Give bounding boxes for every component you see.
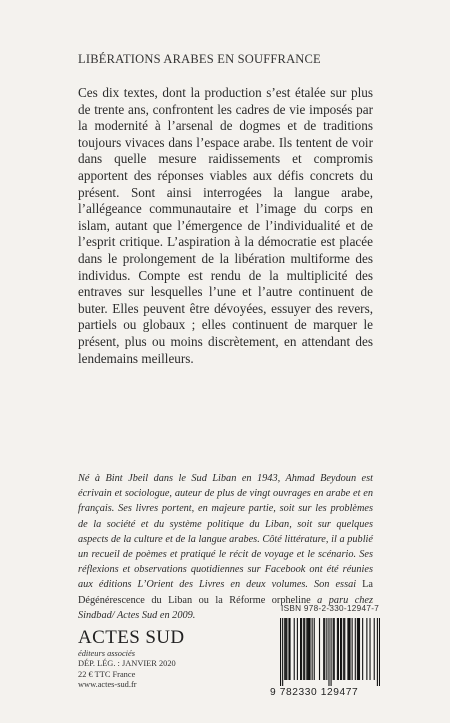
barcode-bar: [352, 618, 353, 680]
barcode-bar: [324, 618, 325, 680]
isbn-label: ISBN 978-2-330-12947-7: [281, 604, 380, 613]
price: 22 € TTC France: [78, 669, 136, 679]
author-bio-ending: a paru chez Sindbad/ Actes Sud en 2009.: [78, 594, 373, 621]
barcode-bar: [280, 618, 281, 686]
barcode-bar: [306, 618, 307, 680]
barcode-bar: [284, 618, 285, 680]
barcode-bar: [288, 618, 289, 680]
barcode-bar: [341, 618, 342, 680]
barcode-bar: [297, 618, 298, 680]
barcode-bar: [369, 618, 370, 680]
author-bio-text: Né à Bint Jbeil dans le Sud Liban en 1943, Ahmad Beydoun est écrivain et sociologue, auteur de plus de vingt ouvrages en arabe et en français. Ses livres portent, en majeure partie, soit sur les problèmes de la société et du système politique du Liban, soit sur quelques aspects de la culture et de la langue arabes. Côté littérature, il a publié un recueil de poèmes et pratiqué le récit de voyage et le scénario. Ses réflexions et observations quotidiennes sur Facebook ont été réunies aux éditions L’Orient des Livres en deux volumes. Son essai: [78, 473, 373, 591]
barcode-bar: [309, 618, 310, 680]
barcode-graphic: [280, 618, 380, 686]
book-title: LIBÉRATIONS ARABES EN SOUFFRANCE: [78, 52, 321, 66]
publisher-block: [78, 628, 238, 691]
barcode-bar: [359, 618, 360, 680]
barcode-bar: [294, 618, 295, 680]
barcode: [280, 618, 380, 686]
barcode-bar: [326, 618, 327, 680]
publisher-logo: ACTES SUD: [78, 627, 185, 648]
barcode-bar: [377, 618, 378, 686]
barcode-bar: [331, 618, 332, 686]
barcode-bar: [323, 618, 324, 680]
barcode-bar: [340, 618, 341, 680]
barcode-bar: [286, 618, 287, 680]
barcode-bar: [344, 618, 345, 680]
barcode-bar: [366, 618, 367, 680]
barcode-bar: [337, 618, 338, 680]
barcode-bar: [300, 618, 301, 680]
barcode-bar: [282, 618, 283, 686]
barcode-bar: [314, 618, 315, 680]
barcode-bar: [301, 618, 302, 680]
barcode-bar: [319, 618, 320, 680]
barcode-bar: [343, 618, 344, 680]
barcode-bar: [333, 618, 334, 680]
barcode-bar: [303, 618, 304, 680]
barcode-bar: [355, 618, 356, 680]
barcode-bar: [307, 618, 308, 680]
barcode-bar: [357, 618, 358, 680]
barcode-bar: [374, 618, 375, 680]
publisher-subtitle: éditeurs associés: [78, 649, 135, 658]
barcode-digits: 9 782330 129477: [270, 687, 359, 698]
book-blurb: Ces dix textes, dont la production s’est étalée sur plus de trente ans, confrontent les cadres de vie imposés par la modernité à l’arsenal de dogmes et de traditions toujours vivaces dans l’espace arabe. Ils tentent de voir dans quelle mesure raidissements et compromis apportent des réponses viables aux défis concrets du présent. Sont ainsi interrogées la langue arabe, l’allégeance communautaire et l’image du corps en islam, autant que l’émergence de l’individualité et de l’esprit critique. L’aspiration à la démocratie est placée dans le prolongement de la libération multiforme des individus. Compte est rendu de la multiplicité des entraves sur lesquelles l’une et l’autre continuent de buter. Elles peuvent être dévoyées, essuyer des revers, partiels ou globaux ; elles continuent de marquer le présent, plus ou moins discrètement, en attendant des lendemains meilleurs.: [78, 85, 373, 366]
barcode-bar: [347, 618, 348, 680]
barcode-bar: [362, 618, 363, 680]
barcode-bar: [379, 618, 380, 686]
barcode-bar: [289, 618, 290, 680]
barcode-bar: [358, 618, 359, 680]
barcode-bar: [308, 618, 309, 680]
barcode-bar: [304, 618, 305, 680]
legal-deposit: DÉP. LÉG. : JANVIER 2020: [78, 659, 176, 668]
barcode-bar: [349, 618, 350, 680]
author-bio: [78, 471, 373, 623]
essay-title: La Dégénérescence du Liban ou la Réforme orpheline: [78, 579, 373, 606]
barcode-bar: [338, 618, 339, 680]
barcode-bar: [334, 618, 335, 680]
barcode-bar: [328, 618, 329, 686]
barcode-bar: [348, 618, 349, 680]
publisher-website: www.actes-sud.fr: [78, 680, 137, 690]
barcode-bar: [285, 618, 286, 680]
barcode-bar: [312, 618, 313, 680]
